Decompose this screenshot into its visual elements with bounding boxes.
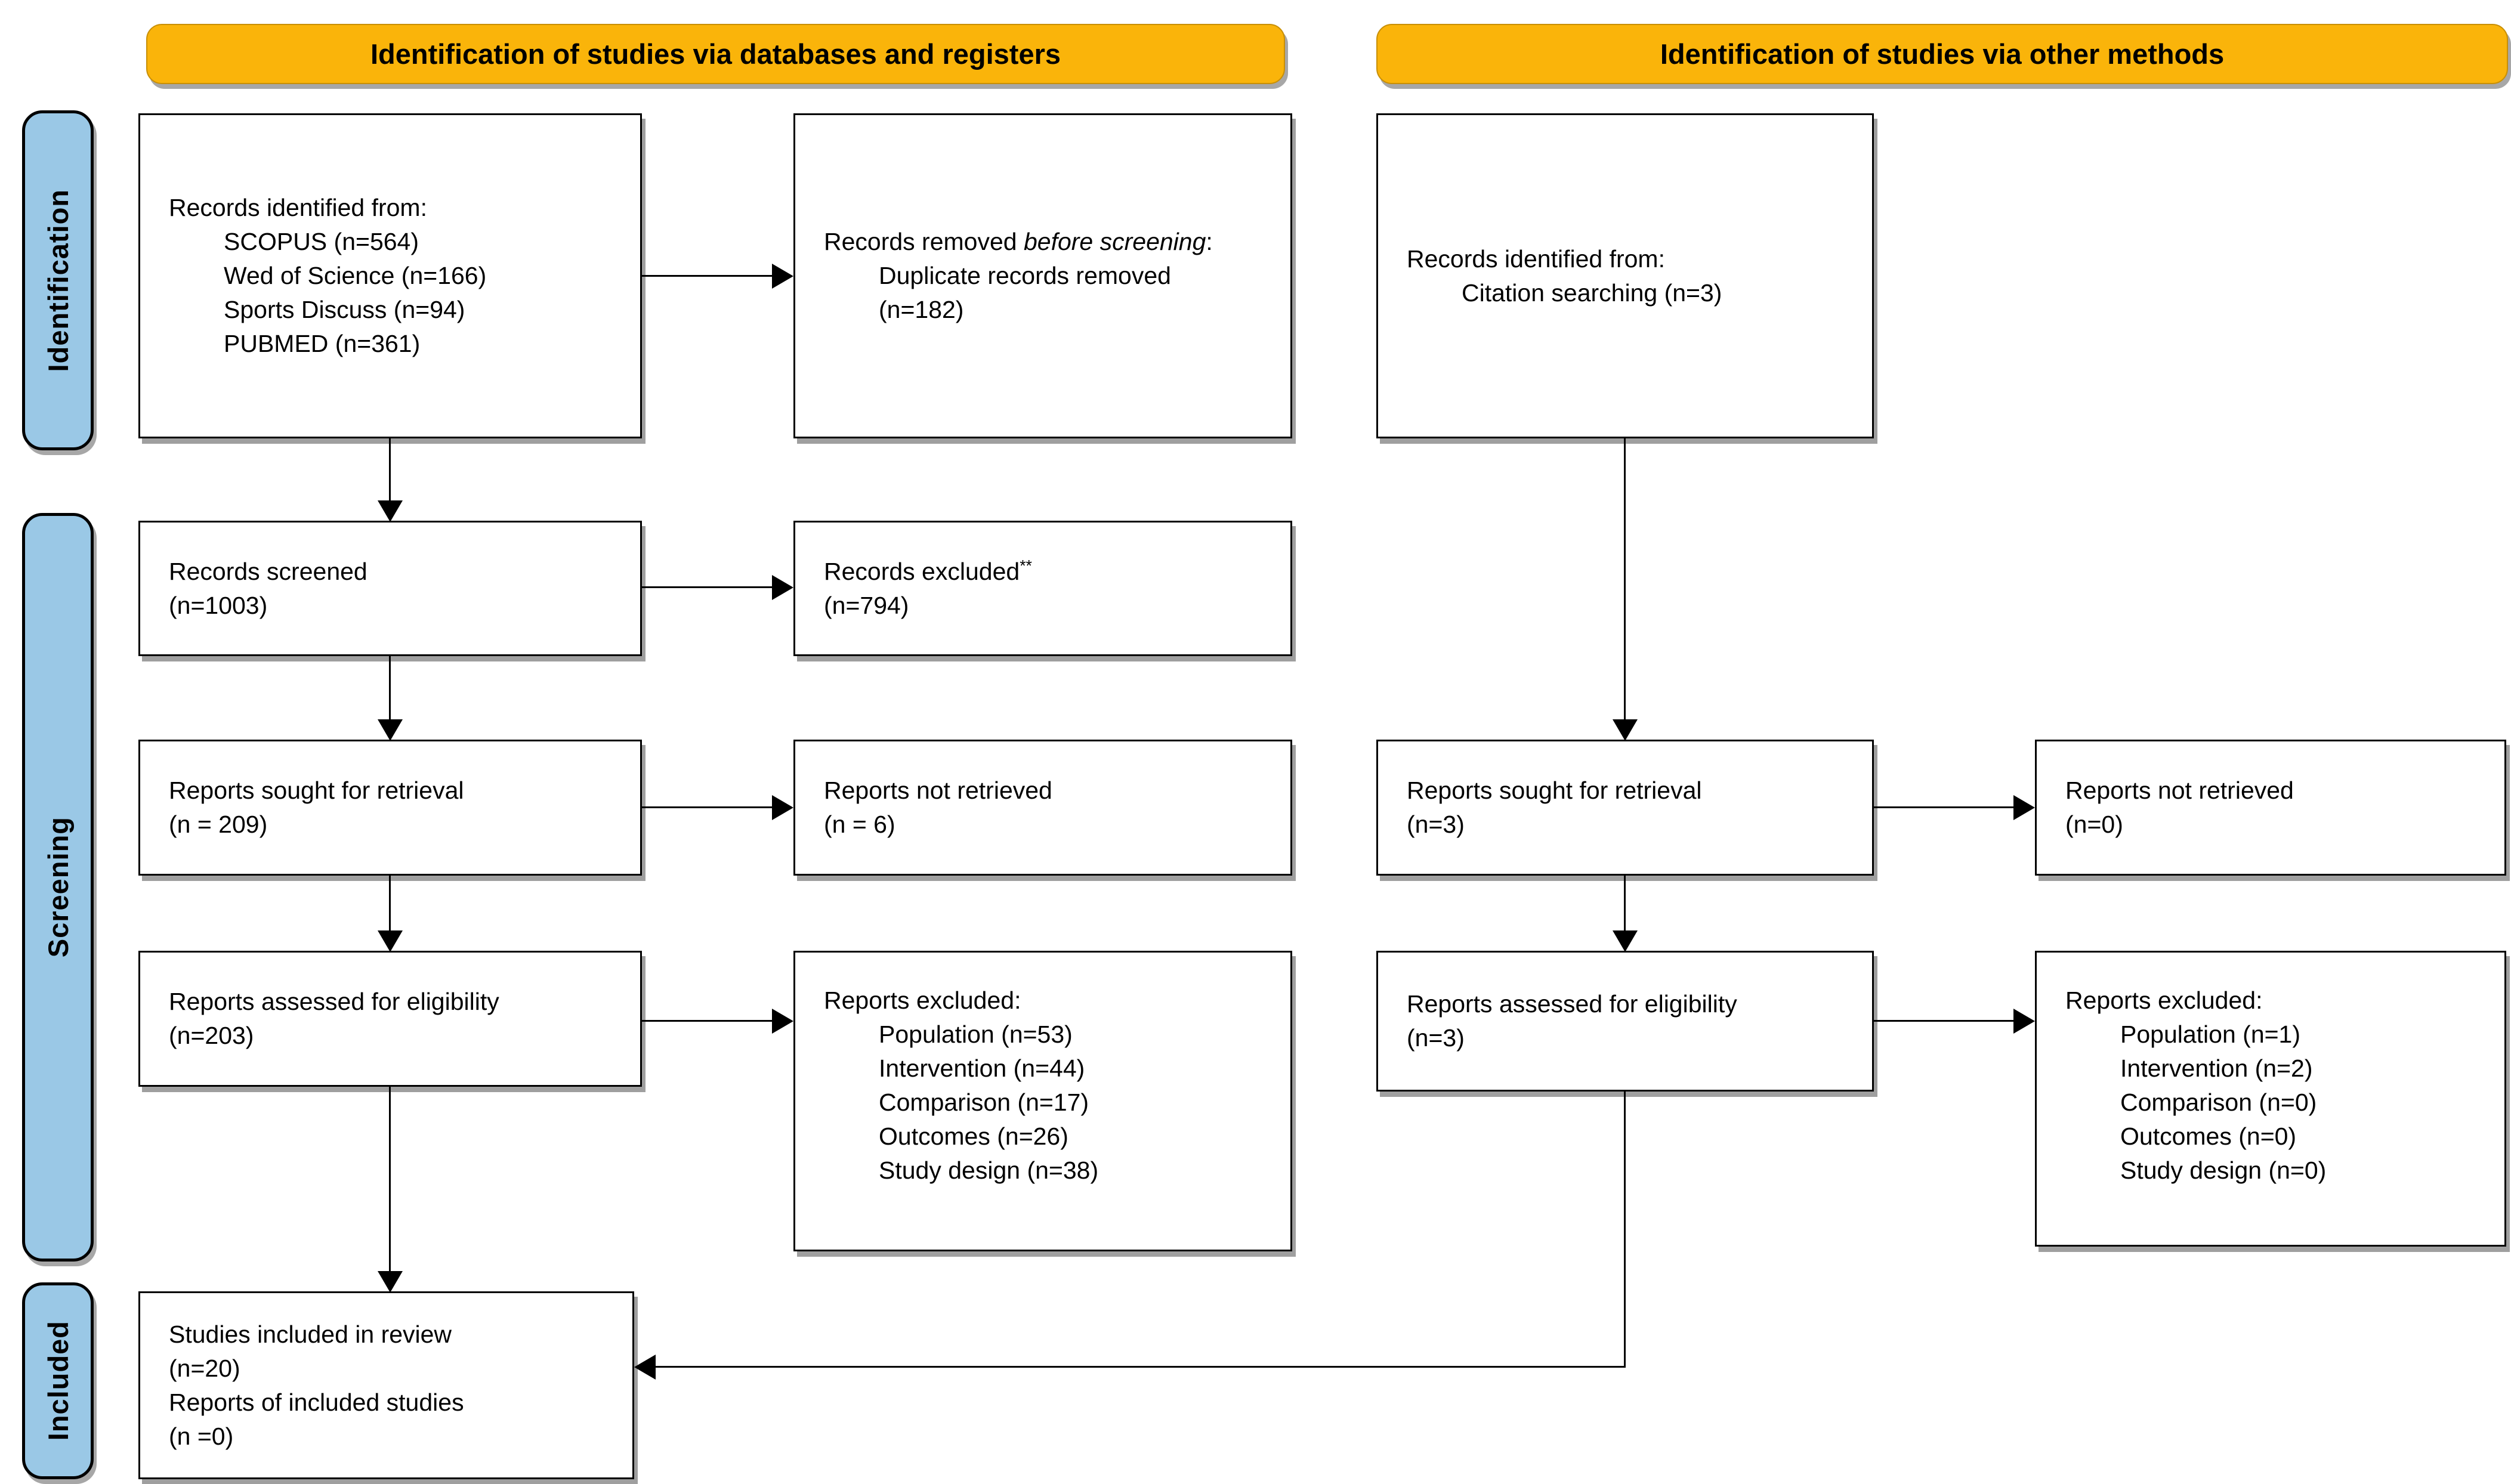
stage-bar-screening (22, 513, 94, 1262)
studies-included-line: Studies included in review (169, 1320, 452, 1348)
arrowhead-assessed-to-excluded (772, 1009, 793, 1034)
connector-assessed-other-to-excluded (1874, 1020, 2015, 1022)
reports-sought-other-line1: Reports sought for retrieval (1407, 777, 1702, 804)
arrowhead-sought-to-notretrieved (772, 795, 793, 820)
records-excluded-asterisks: ** (1020, 556, 1032, 574)
reports-assessed-db-line1: Reports assessed for eligibility (169, 988, 499, 1015)
connector-assessed-to-excluded (642, 1020, 773, 1022)
arrowhead-identified-to-screened (378, 500, 403, 522)
stage-bar-identification (22, 110, 94, 450)
records-screened-line1: Records screened (169, 557, 367, 585)
reports-excluded-other-item: Outcomes (n=0) (2120, 1123, 2297, 1150)
arrowhead-sought-other-to-notretrieved (2013, 795, 2035, 820)
reports-not-retrieved-db-line1: Reports not retrieved (824, 777, 1052, 804)
records-removed-item: (n=182) (879, 296, 964, 323)
reports-not-retrieved-other-line2: (n=0) (2065, 811, 2123, 838)
stage-bar-included-label: Included (42, 1321, 74, 1441)
box-records-removed (793, 113, 1292, 438)
connector-citation-to-sought (1624, 438, 1626, 719)
box-reports-not-retrieved-db (793, 740, 1292, 876)
arrowhead-assessed-to-included (378, 1271, 403, 1293)
reports-excluded-other-title: Reports excluded: (2065, 987, 2263, 1014)
reports-sought-db-line2: (n = 209) (169, 811, 268, 838)
records-screened-line2: (n=1003) (169, 591, 268, 619)
studies-included-line: (n =0) (169, 1422, 234, 1450)
records-removed-italic: before screening (1023, 228, 1206, 255)
arrowhead-identified-to-removed (772, 264, 793, 289)
banner-other-methods-label: Identification of studies via other methods (1660, 38, 2225, 70)
connector-screened-to-excluded (642, 586, 773, 588)
box-reports-sought-db (138, 740, 642, 876)
box-reports-excluded-other (2035, 951, 2506, 1247)
box-records-identified-databases (138, 113, 642, 438)
arrowhead-screened-to-excluded (772, 575, 793, 600)
reports-excluded-other-item: Study design (n=0) (2120, 1157, 2327, 1184)
connector-assessed-other-down (1624, 1092, 1626, 1367)
records-identified-item: PUBMED (n=361) (224, 330, 421, 357)
reports-sought-db-line1: Reports sought for retrieval (169, 777, 464, 804)
reports-excluded-db-item: Outcomes (n=26) (879, 1123, 1068, 1150)
arrowhead-other-to-included (634, 1355, 656, 1380)
studies-included-line: Reports of included studies (169, 1388, 464, 1416)
records-removed-title (824, 225, 1273, 259)
connector-identified-to-screened (389, 438, 391, 500)
arrowhead-citation-to-sought (1613, 719, 1638, 741)
arrowhead-sought-other-to-assessed (1613, 930, 1638, 952)
stage-bar-identification-label: Identification (42, 188, 74, 372)
records-excluded-text: Records excluded (824, 557, 1020, 585)
box-reports-excluded-db (793, 951, 1292, 1251)
reports-assessed-db-line2: (n=203) (169, 1022, 254, 1049)
box-records-identified-other (1376, 113, 1874, 438)
connector-assessed-to-included (389, 1087, 391, 1271)
records-removed-prefix: Records removed (824, 228, 1024, 255)
reports-assessed-other-line2: (n=3) (1407, 1024, 1465, 1052)
reports-assessed-other-line1: Reports assessed for eligibility (1407, 990, 1737, 1018)
reports-excluded-db-item: Comparison (n=17) (879, 1089, 1089, 1116)
records-identified-item: Wed of Science (n=166) (224, 262, 487, 289)
reports-sought-other-line2: (n=3) (1407, 811, 1465, 838)
connector-sought-other-to-notretrieved (1874, 806, 2015, 808)
reports-excluded-other-item: Comparison (n=0) (2120, 1089, 2317, 1116)
records-identified-item: SCOPUS (n=564) (224, 228, 419, 255)
records-identified-other-title: Records identified from: (1407, 245, 1665, 273)
box-reports-sought-other (1376, 740, 1874, 876)
arrowhead-screened-to-sought (378, 719, 403, 741)
reports-excluded-other-item: Intervention (n=2) (2120, 1055, 2313, 1082)
connector-other-to-included (656, 1366, 1626, 1368)
connector-sought-other-to-assessed (1624, 876, 1626, 930)
arrowhead-assessed-other-to-excluded (2013, 1009, 2035, 1034)
box-reports-assessed-db (138, 951, 642, 1087)
arrowhead-sought-to-assessed (378, 930, 403, 952)
records-removed-suffix: : (1206, 228, 1213, 255)
records-removed-item: Duplicate records removed (879, 262, 1171, 289)
connector-sought-to-assessed (389, 876, 391, 930)
connector-sought-to-notretrieved (642, 806, 773, 808)
reports-not-retrieved-db-line2: (n = 6) (824, 811, 895, 838)
connector-screened-to-sought (389, 656, 391, 719)
banner-databases-registers-label: Identification of studies via databases and registers (370, 38, 1061, 70)
reports-excluded-db-item: Intervention (n=44) (879, 1055, 1085, 1082)
reports-excluded-other-item: Population (n=1) (2120, 1021, 2301, 1048)
stage-bar-included (22, 1282, 94, 1479)
box-records-excluded (793, 521, 1292, 656)
banner-databases-registers (146, 24, 1285, 84)
box-records-screened (138, 521, 642, 656)
records-excluded-line1 (824, 555, 1273, 589)
reports-excluded-db-title: Reports excluded: (824, 987, 1021, 1014)
stage-bar-screening-label: Screening (42, 817, 74, 958)
banner-other-methods (1376, 24, 2508, 84)
reports-excluded-db-item: Population (n=53) (879, 1021, 1073, 1048)
records-identified-other-item: Citation searching (n=3) (1462, 279, 1722, 307)
box-studies-included (138, 1291, 634, 1479)
studies-included-line: (n=20) (169, 1354, 240, 1382)
box-reports-assessed-other (1376, 951, 1874, 1092)
reports-excluded-db-item: Study design (n=38) (879, 1157, 1099, 1184)
records-identified-item: Sports Discuss (n=94) (224, 296, 465, 323)
reports-not-retrieved-other-line1: Reports not retrieved (2065, 777, 2294, 804)
connector-identified-to-removed (642, 275, 773, 277)
records-identified-title: Records identified from: (169, 194, 427, 221)
records-excluded-line2: (n=794) (824, 591, 909, 619)
box-reports-not-retrieved-other (2035, 740, 2506, 876)
